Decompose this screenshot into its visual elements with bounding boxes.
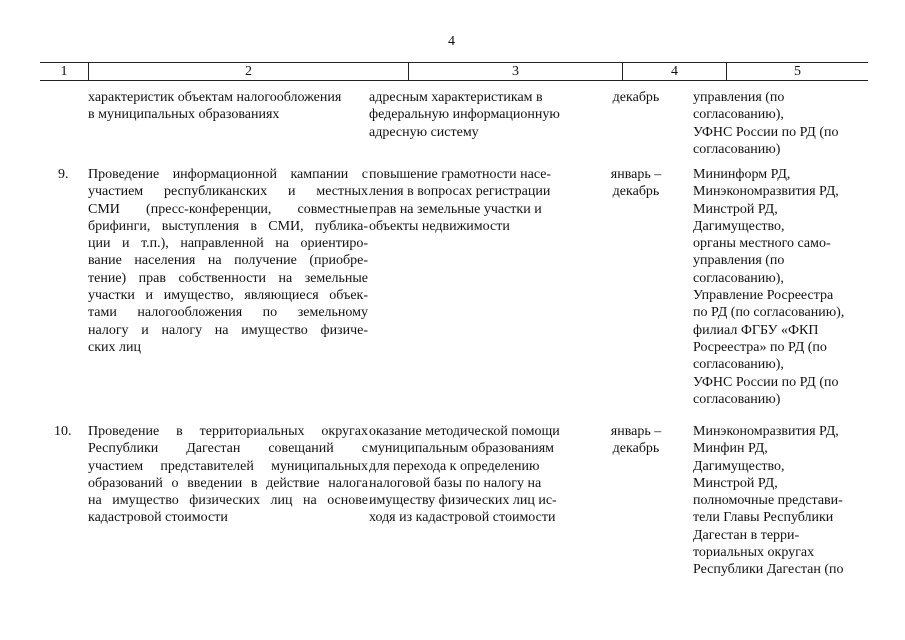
- text-line: в муниципальных образованиях: [88, 107, 280, 123]
- text-line: Мининформ РД,: [693, 167, 791, 182]
- row-cont-event: [88, 89, 368, 124]
- text-line: Проведение в территориальных округах: [88, 424, 368, 439]
- text-line: Минэкономразвития РД,: [693, 424, 839, 439]
- text-line: Минэкономразвития РД,: [693, 184, 839, 200]
- text-line: имуществу физических лиц ис-: [369, 493, 557, 509]
- row-10-term: [596, 423, 676, 458]
- text-line: ции и т.п.), направленной на ориентиро-: [88, 236, 368, 252]
- row-9-event: [88, 166, 368, 356]
- page-number: 4: [448, 34, 455, 49]
- header-col-2: 2: [88, 63, 408, 80]
- text-line: Республики Дагестан (по: [693, 562, 844, 578]
- text-line: ходя из кадастровой стоимости: [369, 510, 556, 526]
- text-line: УФНС России по РД (по: [693, 374, 839, 390]
- header-col-5: 5: [726, 63, 868, 80]
- text-line: Минстрой РД,: [693, 475, 778, 491]
- text-line: Росреестра» по РД (по: [693, 339, 827, 355]
- text-line: согласованию): [693, 141, 781, 157]
- text-line: Минстрой РД,: [693, 201, 778, 217]
- text-line: налоговой базы по налогу на: [369, 475, 542, 491]
- text-line: Дагимущество,: [693, 218, 785, 234]
- text-line: участием республиканских и местных: [88, 184, 368, 200]
- text-line: для перехода к определению: [369, 458, 540, 474]
- text-line: полномочные представи-: [693, 493, 843, 509]
- text-line: федеральную информационную: [369, 107, 560, 123]
- row-10-responsible: [693, 423, 868, 579]
- text-line: тение) прав собственности на земельные: [88, 270, 368, 286]
- text-line: согласованию),: [693, 107, 784, 123]
- text-line: декабрь: [612, 90, 660, 105]
- text-line: ления в вопросах регистрации: [369, 184, 551, 200]
- row-9-term: [596, 166, 676, 201]
- text-line: согласованию): [693, 391, 781, 407]
- text-line: согласованию),: [693, 270, 784, 286]
- text-line: Республики Дагестан совещаний с: [88, 441, 368, 457]
- text-line: декабрь: [612, 441, 660, 457]
- table-header-row: [40, 62, 868, 81]
- text-line: тами налогообложения по земельному: [88, 305, 368, 321]
- text-line: Дагестан в терри-: [693, 527, 800, 543]
- text-line: оказание методической помощи: [369, 424, 560, 439]
- text-line: УФНС России по РД (по: [693, 124, 839, 140]
- row-9-number: 9.: [58, 167, 69, 182]
- row-cont-responsible: [693, 89, 868, 158]
- text-line: прав на земельные участки и: [369, 201, 542, 217]
- text-line: кадастровой стоимости: [88, 510, 228, 526]
- row-10-result: [369, 423, 583, 527]
- text-line: январь –: [610, 167, 662, 182]
- text-line: по РД (по согласованию),: [693, 305, 845, 321]
- header-col-3: 3: [408, 63, 622, 80]
- text-line: повышение грамотности насе-: [369, 167, 552, 182]
- text-line: объекты недвижимости: [369, 218, 510, 234]
- text-line: органы местного само-: [693, 236, 831, 252]
- text-line: тели Главы Республики: [693, 510, 834, 526]
- text-line: Проведение информационной кампании с: [88, 167, 368, 182]
- text-line: брифинги, выступления в СМИ, публика-: [88, 218, 368, 234]
- text-line: Дагимущество,: [693, 458, 785, 474]
- text-line: образований о введении в действие налога: [88, 475, 368, 491]
- text-line: управления (по: [693, 90, 785, 105]
- row-cont-result: [369, 89, 583, 141]
- text-line: согласованию),: [693, 357, 784, 373]
- row-10-number: 10.: [54, 424, 72, 439]
- text-line: участием представителей муниципальных: [88, 458, 368, 474]
- text-line: управления (по: [693, 253, 785, 269]
- row-9-result: [369, 166, 583, 235]
- row-cont-term: [596, 89, 676, 106]
- text-line: на имущество физических лиц на основе: [88, 493, 368, 509]
- text-line: ториальных округах: [693, 545, 815, 561]
- text-line: Управление Росреестра: [693, 288, 834, 304]
- text-line: налогу и налогу на имущество физиче-: [88, 322, 368, 338]
- text-line: ских лиц: [88, 339, 141, 355]
- header-col-1: 1: [60, 64, 68, 79]
- row-10-event: [88, 423, 368, 527]
- text-line: декабрь: [612, 184, 660, 200]
- header-col-4: 4: [622, 63, 726, 80]
- text-line: январь –: [610, 424, 662, 439]
- text-line: вание населения на получение (приобре-: [88, 253, 368, 269]
- text-line: филиал ФГБУ «ФКП: [693, 322, 819, 338]
- text-line: адресным характеристикам в: [369, 90, 543, 105]
- text-line: характеристик объектам налогообложения: [88, 90, 342, 105]
- text-line: Минфин РД,: [693, 441, 768, 457]
- text-line: участки и имущество, являющиеся объек-: [88, 288, 368, 304]
- text-line: адресную систему: [369, 124, 479, 140]
- row-9-responsible: [693, 166, 868, 408]
- text-line: СМИ (пресс-конференции, совместные: [88, 201, 368, 217]
- text-line: муниципальным образованиям: [369, 441, 554, 457]
